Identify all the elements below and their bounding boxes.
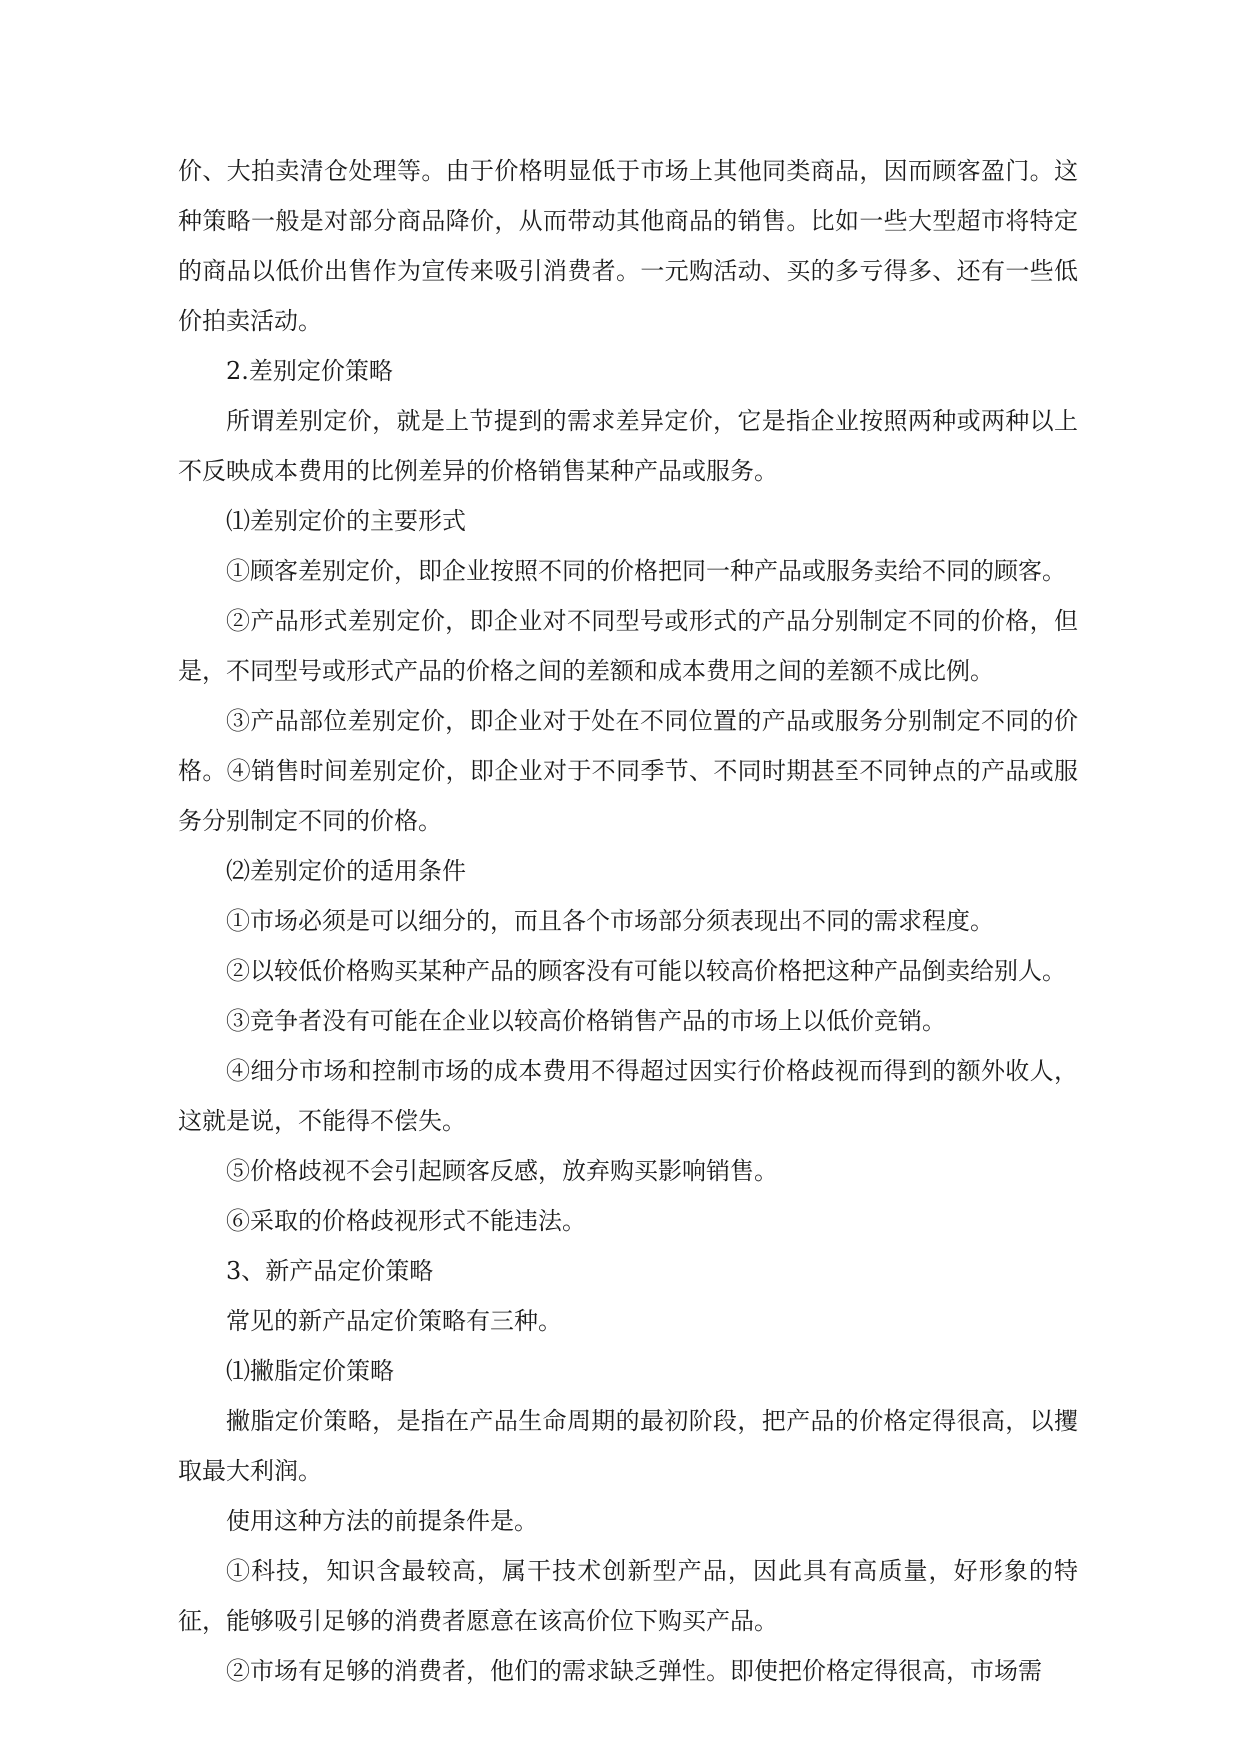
subheading-main-forms: ⑴差别定价的主要形式 [226,507,466,535]
paragraph-continuation: 价、大拍卖清仓处理等。由于价格明显低于市场上其他同类商品，因而顾客盈门。这种策略一般是对部分商品降价，从而带动其他商品的销售。比如一些大型超市将特定的商品以低价出售作为宣传来吸引消费者。一元购活动、买的多亏得多、还有一些低价拍卖活动。 [178,157,1078,335]
list-item: ②市场有足够的消费者，他们的需求缺乏弹性。即使把价格定得很高，市场需 [226,1657,1042,1685]
list-item: ④细分市场和控制市场的成本费用不得超过因实行价格歧视而得到的额外收人，这就是说，不能得不偿失。 [178,1057,1078,1135]
section-heading-differential-pricing: 2.差别定价策略 [226,357,393,385]
paragraph-text: 使用这种方法的前提条件是。 [226,1507,538,1535]
list-item: ①科技，知识含最较高，属干技术创新型产品，因此具有高质量，好形象的特征，能够吸引足够的消费者愿意在该高价位下购买产品。 [178,1557,1078,1635]
list-item: ③产品部位差别定价，即企业对于处在不同位置的产品或服务分别制定不同的价格。④销售时间差别定价，即企业对于不同季节、不同时期甚至不同钟点的产品或服务分别制定不同的价格。 [178,707,1078,835]
list-item: ①顾客差别定价，即企业按照不同的价格把同一种产品或服务卖给不同的顾客。 [226,557,1066,585]
list-item: ⑥采取的价格歧视形式不能违法。 [226,1207,586,1235]
paragraph-definition: 所谓差别定价，就是上节提到的需求差异定价，它是指企业按照两种或两种以上不反映成本费用的比例差异的价格销售某种产品或服务。 [178,407,1078,485]
list-item: ②以较低价格购买某种产品的顾客没有可能以较高价格把这种产品倒卖给别人。 [226,957,1066,985]
list-item: ③竞争者没有可能在企业以较高价格销售产品的市场上以低价竞销。 [226,1007,946,1035]
subheading-applicable-conditions: ⑵差别定价的适用条件 [226,857,466,885]
document-page [178,146,1078,1696]
list-item: ②产品形式差别定价，即企业对不同型号或形式的产品分别制定不同的价格，但是，不同型号或形式产品的价格之间的差额和成本费用之间的差额不成比例。 [178,607,1078,685]
paragraph-text: 常见的新产品定价策略有三种。 [226,1307,562,1335]
list-item: ⑤价格歧视不会引起顾客反感，放弃购买影响销售。 [226,1157,778,1185]
list-item: ①市场必须是可以细分的，而且各个市场部分须表现出不同的需求程度。 [226,907,994,935]
paragraph-text: 撇脂定价策略，是指在产品生命周期的最初阶段，把产品的价格定得很高，以攫取最大利润。 [178,1407,1078,1485]
section-heading-new-product-pricing: 3、新产品定价策略 [226,1257,434,1285]
subheading-skimming-pricing: ⑴撇脂定价策略 [226,1357,394,1385]
